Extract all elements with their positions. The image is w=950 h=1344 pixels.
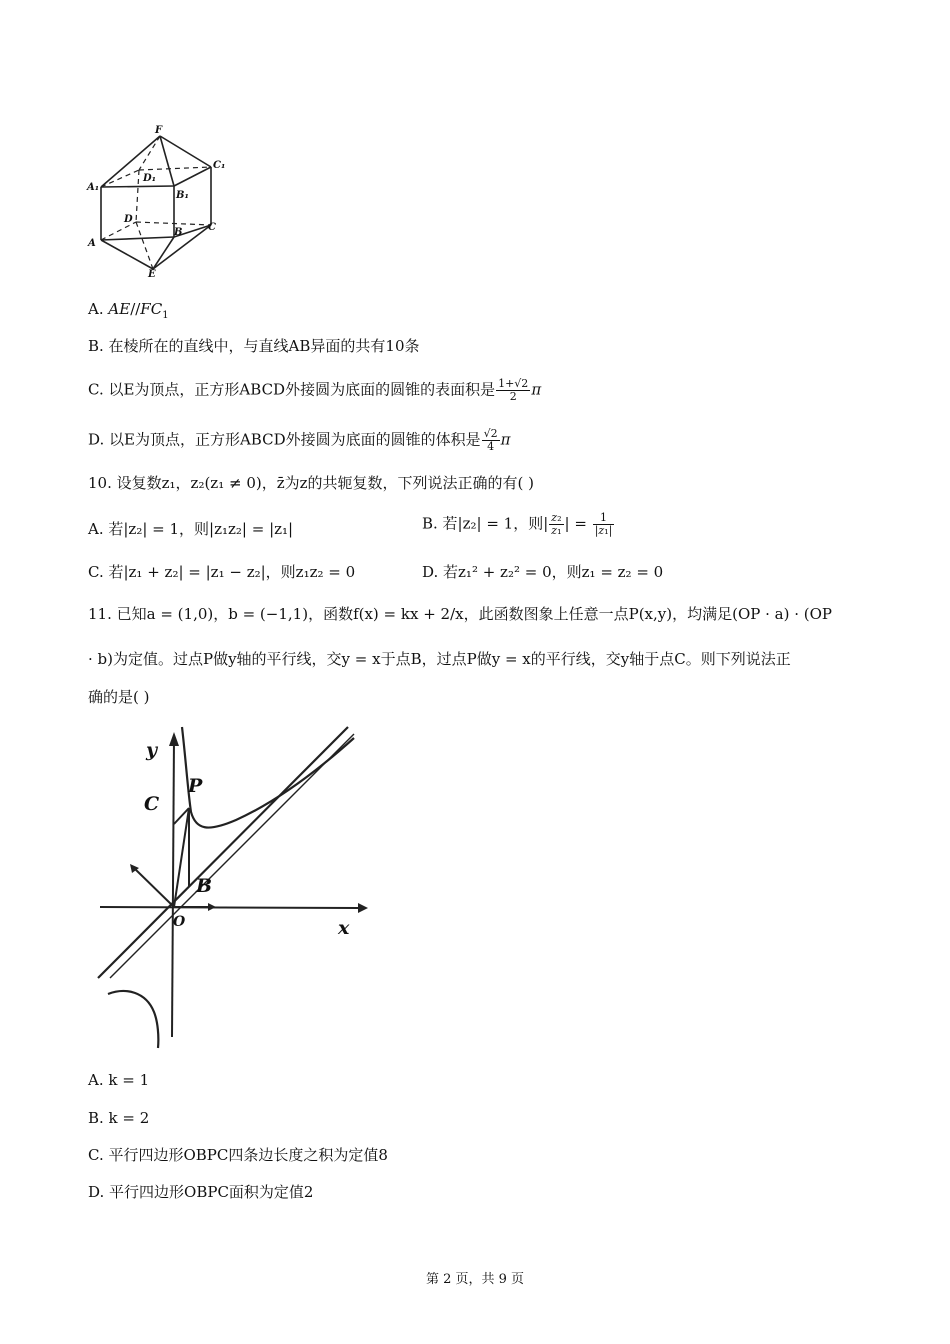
q10-option-b: B. 若|z₂| = 1，则| $\frac{\text{z₂}}{\text{z₁}}$ | = $\frac{1}{\text{|z₁|}}$ xyxy=(422,511,613,537)
q9-option-a-label: A. xyxy=(88,300,104,318)
q11-option-d: D. 平行四边形OBPC面积为定值2 xyxy=(88,1183,314,1201)
q10-option-c: C. 若|z₁ + z₂| = |z₁ − z₂|，则z₁z₂ = 0 xyxy=(88,563,356,581)
origin-label-o: O xyxy=(173,914,186,930)
q11-option-a: A. k = 1 xyxy=(88,1071,150,1089)
q9-option-a: A. $AE//FC_1$ xyxy=(88,300,169,321)
label-C: C xyxy=(208,222,216,233)
point-label-c: C xyxy=(144,793,160,815)
q11-stem-line-3: 确的是( ) xyxy=(88,688,150,706)
axis-label-y: y xyxy=(146,739,158,761)
q9-option-b: B. 在棱所在的直线中，与直线AB异面的共有10条 xyxy=(88,337,420,355)
label-E: E xyxy=(148,269,156,280)
function-graph-figure xyxy=(96,722,376,1054)
q11-option-b: B. k = 2 xyxy=(88,1109,150,1127)
page-footer: 第 2 页，共 9 页 xyxy=(425,1272,525,1287)
q11-stem-line-2: · b)为定值。过点P做y轴的平行线，交y = x于点B，过点P做y = x的平行线，交y轴于点C。则下列说法正 xyxy=(88,650,791,668)
label-A: A xyxy=(88,238,96,249)
q9-option-c-text: C. 以E为顶点，正方形ABCD外接圆为底面的圆锥的表面积是 xyxy=(88,380,496,399)
q9-option-c: C. 以E为顶点，正方形ABCD外接圆为底面的圆锥的表面积是 $\frac{1+√2}{2}$ π xyxy=(88,377,542,403)
label-C1: C₁ xyxy=(213,160,226,171)
q10-option-b-text: B. 若|z₂| = 1，则 xyxy=(422,514,544,533)
q10-option-a: A. 若|z₂| = 1，则|z₁z₂| = |z₁| xyxy=(88,520,294,538)
label-D: D xyxy=(124,214,133,225)
q10-stem: 10. 设复数z₁，z₂(z₁ ≠ 0)，z̄为z的共轭复数，下列说法正确的有( ) xyxy=(88,474,535,492)
polyhedron-figure xyxy=(84,122,234,282)
label-F: F xyxy=(155,125,163,136)
q11-stem-line-1: 11. 已知a = (1,0)，b = (−1,1)，函数f(x) = kx + 2/x，此函数图象上任意一点P(x,y)，均满足(OP · a) · (OP xyxy=(88,605,832,623)
q9-option-d: D. 以E为顶点，正方形ABCD外接圆为底面的圆锥的体积是 $\frac{√2}{4}$ π xyxy=(88,427,511,453)
q9-option-d-text: D. 以E为顶点，正方形ABCD外接圆为底面的圆锥的体积是 xyxy=(88,430,481,449)
label-A1: A₁ xyxy=(87,182,100,193)
point-label-b: B xyxy=(196,875,213,897)
q10-option-d: D. 若z₁² + z₂² = 0，则z₁ = z₂ = 0 xyxy=(422,563,664,581)
label-B: B xyxy=(174,227,183,238)
label-B1: B₁ xyxy=(176,190,189,201)
label-D1: D₁ xyxy=(143,173,157,184)
point-label-p: P xyxy=(188,775,203,797)
axis-label-x: x xyxy=(338,917,350,939)
q11-option-c: C. 平行四边形OBPC四条边长度之积为定值8 xyxy=(88,1146,388,1164)
